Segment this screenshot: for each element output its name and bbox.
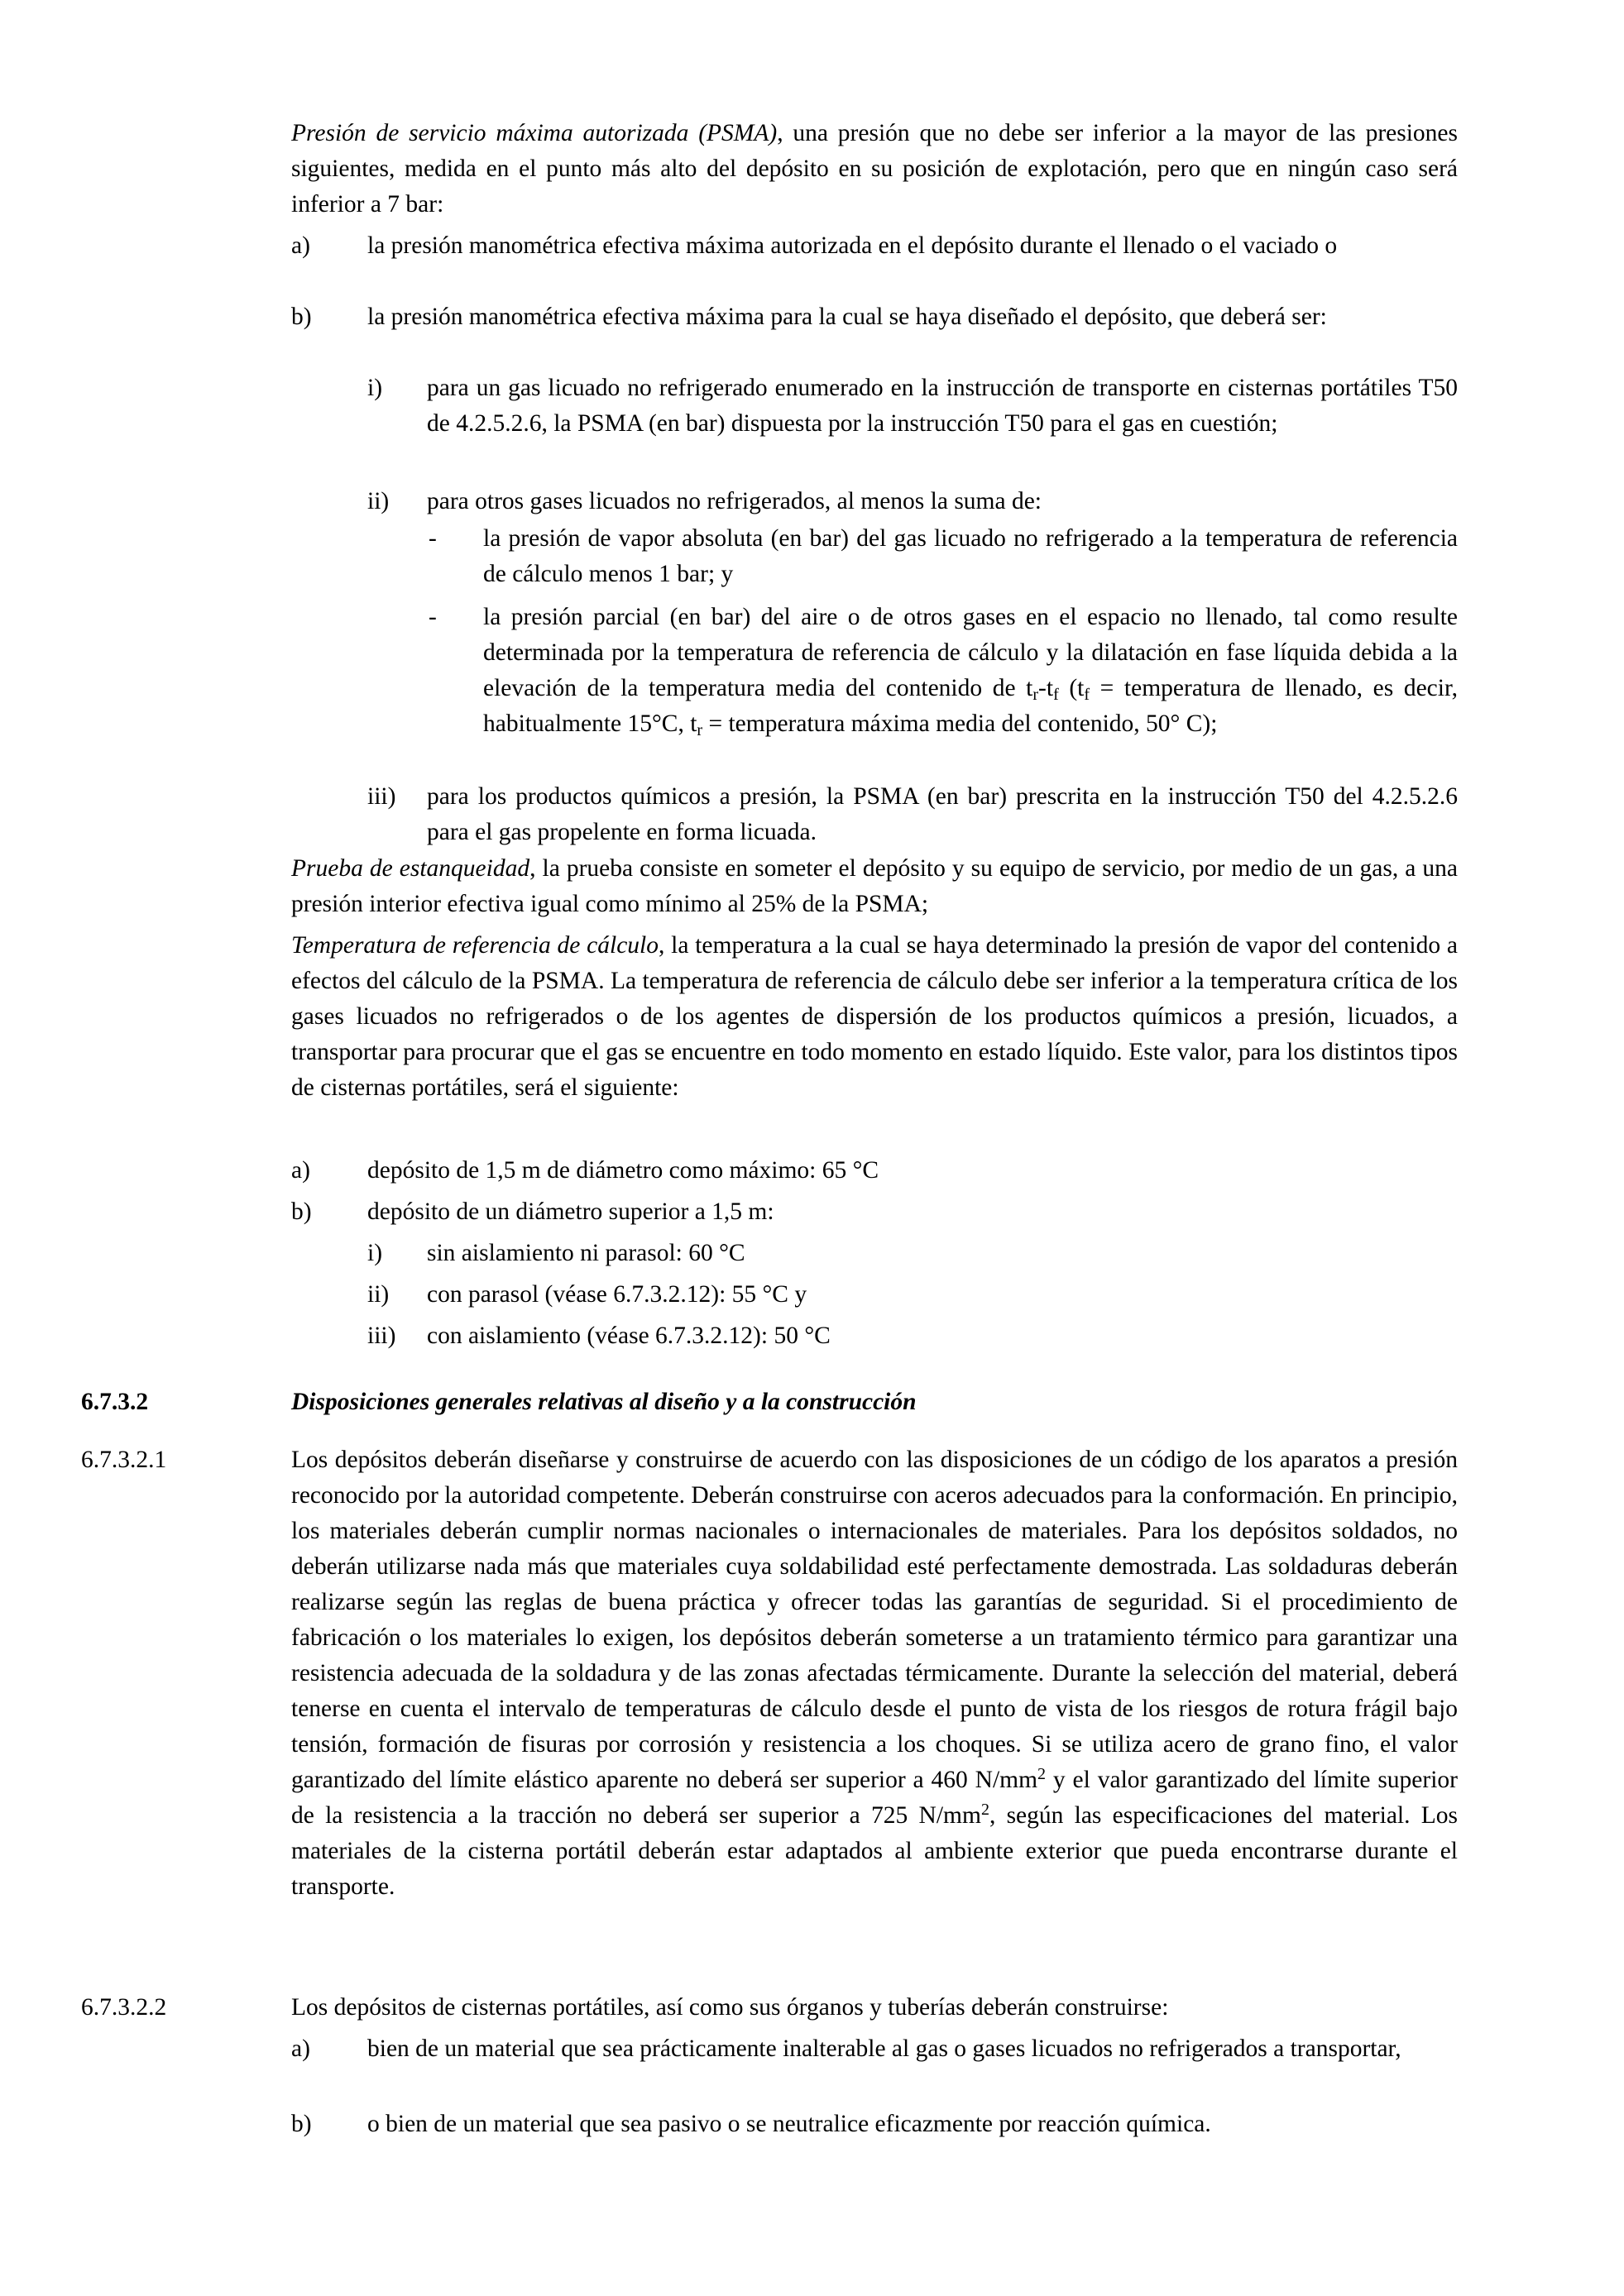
psma-item-b-text: la presión manométrica efectiva máxima para la cual se haya diseñado el depósito, que deberá ser: xyxy=(367,304,1327,330)
temp-item-a-text: depósito de 1,5 m de diámetro como máximo: 65 °C xyxy=(367,1157,879,1184)
temp-subitem-i-label: i) xyxy=(367,1240,383,1266)
s67322-item-b-text: o bien de un material que sea pasivo o se neutralice eficazmente por reacción química. xyxy=(367,2111,1211,2137)
section-67321-number: 6.7.3.2.1 xyxy=(81,1447,167,1473)
psma-subitem-ii-label: ii) xyxy=(367,488,390,514)
psma-subitem-i-label: i) xyxy=(367,375,383,401)
psma-item-a-text: la presión manométrica efectiva máxima autorizada en el depósito durante el llenado o el vaciado o xyxy=(367,232,1338,259)
psma-subitem-iii-text: para los productos químicos a presión, la PSMA (en bar) prescrita en la instrucción T50 del 4.2.5.2.6 para el gas propelente en forma licuada. xyxy=(427,783,1458,845)
psma-dash-2-text: la presión parcial (en bar) del aire o de otros gases en el espacio no llenado, tal como resulte determinada por la temperatura de referencia de cálculo y la dilatación en fase líquida debida a la elevación de la temperatura media del contenido de $t_r-t_f$ ($t_f$ = temperatura de llenado, es decir, habitualmente 15°C, $t_r$ = temperatura máxima media del contenido, 50° C); xyxy=(483,604,1458,739)
psma-subitem-i-text: para un gas licuado no refrigerado enumerado en la instrucción de transporte en cisternas portátiles T50 de 4.2.5.2.6, la PSMA (en bar) dispuesta por la instrucción T50 para el gas en cuestión; xyxy=(427,375,1458,437)
psma-subitem-iii-label: iii) xyxy=(367,783,396,810)
section-67322-text: Los depósitos de cisternas portátiles, así como sus órganos y tuberías deberán construirse: xyxy=(291,1994,1169,2021)
estanqueidad-term: Prueba de estanqueidad xyxy=(291,855,530,882)
psma-term: Presión de servicio máxima autorizada (PSMA) xyxy=(291,120,778,146)
psma-dash-1-text: la presión de vapor absoluta (en bar) del gas licuado no refrigerado a la temperatura de referencia de cálculo menos 1 bar; y xyxy=(483,525,1458,587)
section-67322-number: 6.7.3.2.2 xyxy=(81,1994,167,2021)
temp-item-b-label: b) xyxy=(291,1198,312,1225)
temp-item-a-label: a) xyxy=(291,1157,310,1184)
estanqueidad-text: , la prueba consiste en someter el depósito y su equipo de servicio, por medio de un gas, a una presión interior efectiva igual como mínimo al 25% de la PSMA; xyxy=(291,855,1459,917)
temp-item-b-text: depósito de un diámetro superior a 1,5 m: xyxy=(367,1198,774,1225)
temperatura-text: , la temperatura a la cual se haya determinado la presión de vapor del contenido a efectos del cálculo de la PSMA. La temperatura de referencia de cálculo debe ser inferior a la temperatura crítica de los gases licuados no refrigerados o de los agentes de dispersión de los productos químicos a presión, licuados, a transportar para procurar que el gas se encuentre en todo momento en estado líquido. Este valor, para los distintos tipos de cisternas portátiles, será el siguiente: xyxy=(291,932,1458,1101)
temperatura-definition xyxy=(291,928,1458,1106)
temp-subitem-i-text: sin aislamiento ni parasol: 60 °C xyxy=(427,1240,745,1266)
section-6732-number: 6.7.3.2 xyxy=(81,1389,149,1415)
temp-subitem-iii-label: iii) xyxy=(367,1323,396,1349)
temperatura-term: Temperatura de referencia de cálculo xyxy=(291,932,659,959)
section-67321-text: Los depósitos deberán diseñarse y construirse de acuerdo con las disposiciones de un código de los aparatos a presión reconocido por la autoridad competente. Deberán construirse con aceros adecuados para la conformación. En principio, los materiales deberán cumplir normas nacionales o internacionales de materiales. Para los depósitos soldados, no deberán utilizarse nada más que materiales cuya soldabilidad esté perfectamente demostrada. Las soldaduras deberán realizarse según las reglas de buena práctica y ofrecer todas las garantías de seguridad. Si el procedimiento de fabricación o los materiales lo exigen, los depósitos deberán someterse a un tratamiento térmico para garantizar una resistencia adecuada de la soldadura y de las zonas afectadas térmicamente. Durante la selección del material, deberá tenerse en cuenta el intervalo de temperaturas de cálculo desde el punto de vista de los riesgos de rotura frágil bajo tensión, formación de fisuras por corrosión y resistencia a los choques. Si se utiliza acero de grano fino, el valor garantizado del límite elástico aparente no deberá ser superior a 460 $N/mm^2$ y el valor garantizado del límite superior de la resistencia a la tracción no deberá ser superior a 725 $N/mm^2$, según las especificaciones del material. Los materiales de la cisterna portátil deberán estar adaptados al ambiente exterior que pueda encontrarse durante el transporte. xyxy=(291,1447,1458,1900)
temp-subitem-iii-text: con aislamiento (véase 6.7.3.2.12): 50 °C xyxy=(427,1323,831,1349)
psma-text: , una presión que no debe ser inferior a la mayor de las presiones siguientes, medida en el punto más alto del depósito en su posición de explotación, pero que en ningún caso será inferior a 7 bar: xyxy=(291,120,1458,218)
psma-definition xyxy=(291,116,1458,222)
estanqueidad-definition xyxy=(291,851,1458,922)
s67322-item-a-text: bien de un material que sea prácticamente inalterable al gas o gases licuados no refrigerados a transportar, xyxy=(367,2035,1401,2062)
psma-dash-1: - xyxy=(429,525,437,552)
psma-subitem-ii-text: para otros gases licuados no refrigerados, al menos la suma de: xyxy=(427,488,1042,514)
s67322-item-a-label: a) xyxy=(291,2035,310,2062)
psma-item-b-label: b) xyxy=(291,304,312,330)
psma-dash-2: - xyxy=(429,604,437,630)
s67322-item-b-label: b) xyxy=(291,2111,312,2137)
psma-item-a-label: a) xyxy=(291,232,310,259)
section-6732-title: Disposiciones generales relativas al diseño y a la construcción xyxy=(291,1389,917,1415)
temp-subitem-ii-label: ii) xyxy=(367,1281,390,1308)
temp-subitem-ii-text: con parasol (véase 6.7.3.2.12): 55 °C y xyxy=(427,1281,807,1308)
